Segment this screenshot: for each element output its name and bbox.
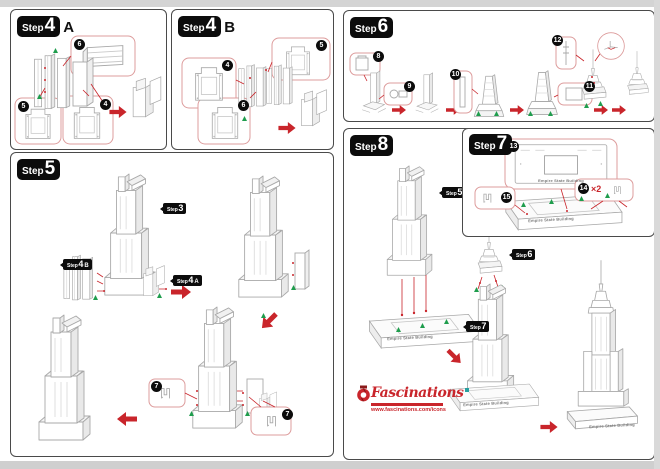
step-word: Step	[474, 141, 496, 152]
step4b-label	[178, 16, 235, 37]
page-edge-bottom	[0, 461, 660, 469]
step-word: Step	[22, 166, 44, 177]
step-word: Step	[22, 23, 44, 34]
panel-step6	[343, 10, 655, 122]
panel-step4a	[10, 9, 167, 150]
page-edge-top	[0, 0, 660, 7]
red-arrow-icon	[278, 122, 295, 134]
part-badge: 15	[502, 194, 511, 201]
step-variant: B	[224, 19, 236, 36]
step4a-label	[17, 16, 74, 37]
red-arrow-icon	[257, 309, 281, 333]
part-badge: 6	[74, 39, 85, 50]
step6-label	[350, 17, 393, 38]
part-badge: 9	[404, 81, 415, 92]
step-number: 8	[377, 134, 389, 155]
part-badge: 5	[316, 40, 327, 51]
ref-tag-step5: Step 5	[442, 187, 465, 198]
step-number: 7	[496, 133, 508, 154]
part-badge: 4	[100, 99, 111, 110]
red-arrow-icon	[594, 105, 608, 115]
red-arrow-icon	[117, 412, 137, 426]
red-arrow-icon	[510, 105, 524, 115]
fascinations-icon	[356, 385, 371, 402]
part-badge: 11	[585, 83, 594, 90]
part-badge: 8	[373, 51, 384, 62]
step-word: Step	[183, 23, 205, 34]
step-number: 4	[44, 15, 56, 36]
logo-wordmark: Fascinations	[371, 385, 464, 401]
red-arrow-icon	[540, 421, 557, 433]
red-arrow-icon	[171, 285, 191, 299]
part-badge: 6	[238, 100, 249, 111]
step-number: 6	[377, 16, 389, 37]
part-badge: 13	[509, 143, 518, 150]
step-number: 5	[44, 158, 56, 179]
ref-tag-step3: Step 3	[163, 203, 186, 214]
part-badge: 7	[282, 409, 293, 420]
step-word: Step	[355, 142, 377, 153]
part-badge: 7	[151, 381, 162, 392]
logo-mark-icon	[465, 388, 469, 392]
ref-tag-step4b: Step 4 B	[63, 259, 92, 270]
logo-tagline-bar	[371, 403, 443, 406]
panel-step7	[462, 128, 655, 237]
step-word: Step	[355, 24, 377, 35]
panel-step5	[10, 152, 334, 457]
part-badge: 10	[451, 71, 460, 78]
red-arrow-icon	[392, 105, 406, 115]
ref-tag-step4a: Step 4 A	[173, 275, 202, 286]
step5-label	[17, 159, 60, 180]
multiplier-text: ×2	[591, 184, 602, 194]
magnifier-icon	[598, 33, 625, 60]
ref-tag-step7: Step 7	[466, 321, 489, 332]
red-arrow-icon	[612, 105, 626, 115]
logo-url: www.fascinations.com/icons	[371, 407, 446, 413]
panel-step4b	[171, 9, 334, 150]
step8-label	[350, 135, 393, 156]
part-print-text: Empire State Building	[538, 178, 584, 183]
ref-tag-step6: Step 6	[512, 249, 535, 260]
step-variant: A	[63, 19, 75, 36]
base-text: Empire State Building	[387, 333, 433, 342]
step-number: 4	[205, 15, 217, 36]
page-edge-right	[654, 0, 660, 469]
part-badge: 14	[579, 185, 588, 192]
part-badge: 12	[553, 37, 562, 44]
base-text: Empire State Building	[589, 421, 635, 430]
part-badge: 5	[18, 101, 29, 112]
part-badge: 4	[222, 60, 233, 71]
base-text: Empire State Building	[463, 399, 509, 408]
step7-label	[469, 134, 512, 155]
fascinations-logo	[356, 385, 469, 413]
red-arrow-icon	[444, 346, 466, 368]
base-text: Empire State Building	[528, 215, 574, 224]
